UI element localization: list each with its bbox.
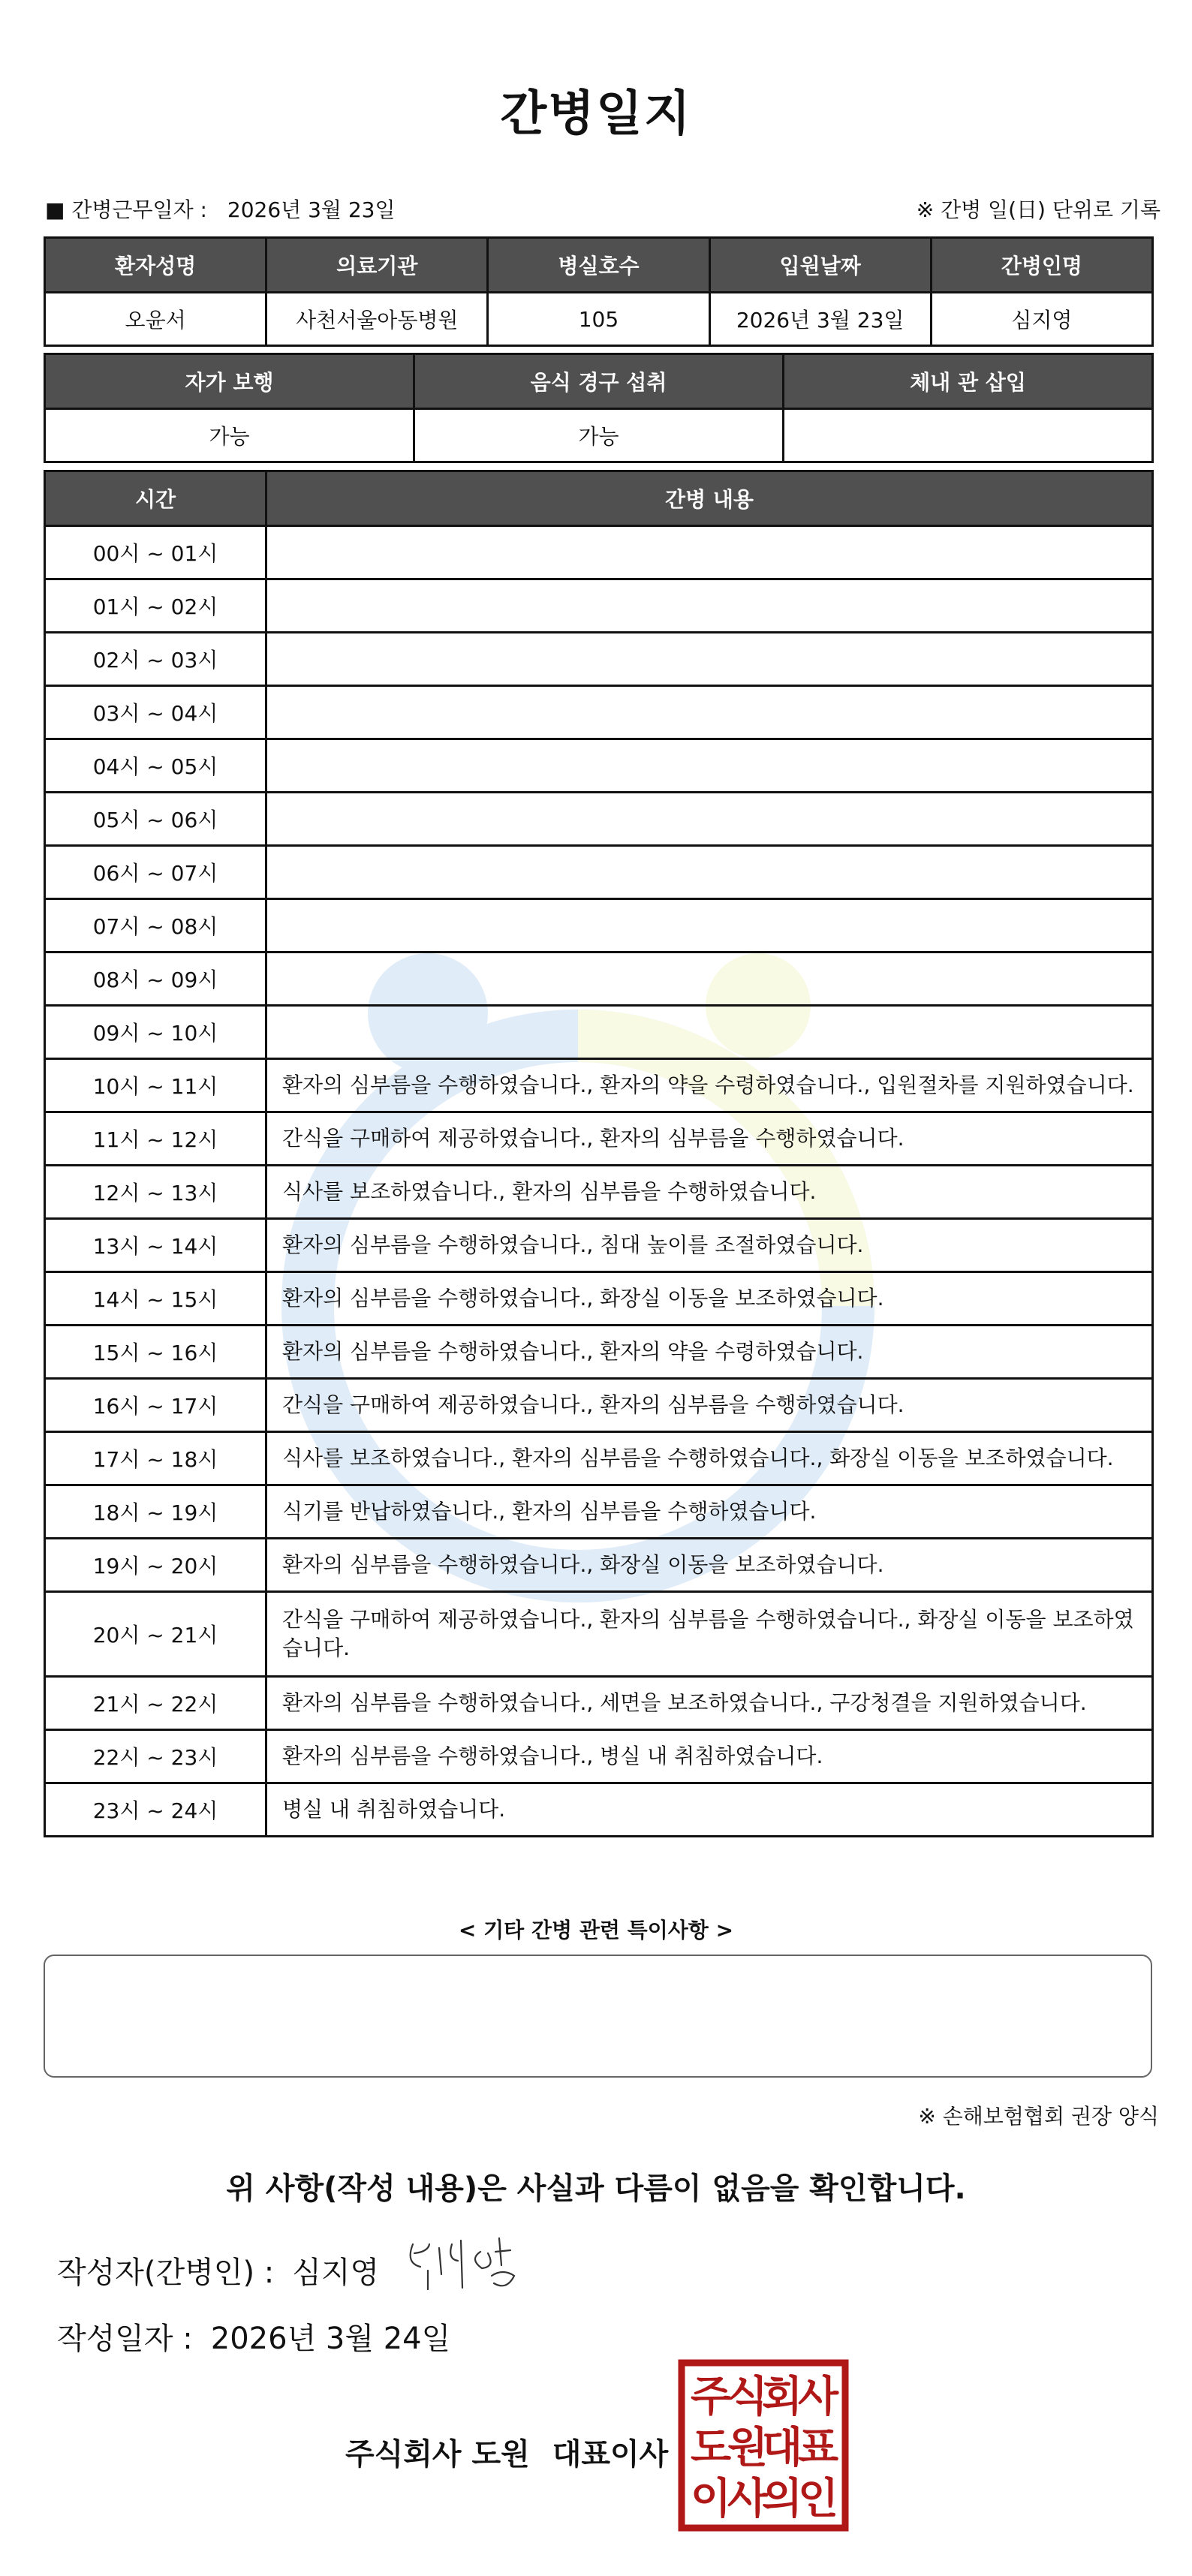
care-log-table — [44, 470, 1154, 1837]
care-log-row — [45, 1432, 1153, 1485]
patient-status-value-row — [45, 409, 1153, 462]
care-log-content — [266, 1006, 1153, 1059]
care-log-body — [45, 526, 1153, 1837]
author-name: 심지영 — [292, 2256, 380, 2290]
care-log-time: 00시 ~ 01시 — [45, 526, 266, 579]
admission-date: 2026년 3월 23일 — [709, 293, 931, 346]
svg-text:사: 사 — [797, 2373, 839, 2421]
author-line — [57, 2249, 379, 2292]
care-log-row — [45, 1730, 1153, 1783]
care-log-time: 12시 ~ 13시 — [45, 1166, 266, 1219]
patient-status-table — [44, 353, 1154, 463]
svg-text:대: 대 — [761, 2424, 803, 2472]
care-log-content: 환자의 심부름을 수행하였습니다., 환자의 약을 수령하였습니다., 입원절차를 지원하였습니다. — [266, 1059, 1153, 1112]
care-log-content — [266, 633, 1153, 686]
header-caregiver-name: 간병인명 — [931, 238, 1152, 293]
patient-status-header-row — [45, 354, 1153, 409]
header-self-walking: 자가 보행 — [45, 354, 414, 409]
work-date-line — [45, 194, 396, 224]
care-log-row — [45, 793, 1153, 846]
care-log-time: 05시 ~ 06시 — [45, 793, 266, 846]
care-log-time: 08시 ~ 09시 — [45, 952, 266, 1006]
care-log-row — [45, 1166, 1153, 1219]
patient-info-value-row — [45, 293, 1153, 346]
header-care-content: 간병 내용 — [266, 471, 1153, 526]
recommendation-note: ※ 손해보험협회 권장 양식 — [918, 2104, 1159, 2129]
care-log-time: 21시 ~ 22시 — [45, 1677, 266, 1730]
written-date-value: 2026년 3월 24일 — [210, 2322, 451, 2356]
care-log-row — [45, 739, 1153, 793]
care-log-time: 10시 ~ 11시 — [45, 1059, 266, 1112]
care-log-time: 09시 ~ 10시 — [45, 1006, 266, 1059]
care-log-content: 환자의 심부름을 수행하였습니다., 화장실 이동을 보조하였습니다. — [266, 1539, 1153, 1592]
care-log-row — [45, 1592, 1153, 1677]
confirmation-statement: 위 사항(작성 내용)은 사실과 다름이 없음을 확인합니다. — [226, 2171, 966, 2206]
care-log-row — [45, 1219, 1153, 1272]
care-log-time: 18시 ~ 19시 — [45, 1485, 266, 1539]
patient-info-header-row — [45, 238, 1153, 293]
care-log-time: 02시 ~ 03시 — [45, 633, 266, 686]
care-log-time: 07시 ~ 08시 — [45, 899, 266, 952]
care-log-time: 03시 ~ 04시 — [45, 686, 266, 739]
svg-text:식: 식 — [727, 2373, 769, 2421]
care-log-time: 06시 ~ 07시 — [45, 846, 266, 899]
header-time: 시간 — [45, 471, 266, 526]
caregiver-name: 심지영 — [931, 293, 1152, 346]
svg-text:인: 인 — [797, 2475, 839, 2523]
svg-text:도: 도 — [690, 2424, 732, 2472]
care-log-content — [266, 793, 1153, 846]
svg-text:표: 표 — [797, 2424, 839, 2472]
care-log-content — [266, 952, 1153, 1006]
care-log-time: 16시 ~ 17시 — [45, 1379, 266, 1432]
svg-text:사: 사 — [727, 2475, 769, 2523]
company-seal — [677, 2358, 850, 2532]
care-log-time: 22시 ~ 23시 — [45, 1730, 266, 1783]
care-log-content: 병실 내 취침하였습니다. — [266, 1783, 1153, 1837]
care-log-content: 환자의 심부름을 수행하였습니다., 병실 내 취침하였습니다. — [266, 1730, 1153, 1783]
care-log-content: 간식을 구매하여 제공하였습니다., 환자의 심부름을 수행하였습니다. — [266, 1379, 1153, 1432]
care-log-content: 간식을 구매하여 제공하였습니다., 환자의 심부름을 수행하였습니다. — [266, 1112, 1153, 1166]
care-log-content: 식사를 보조하였습니다., 환자의 심부름을 수행하였습니다., 화장실 이동을 보조하였습니다. — [266, 1432, 1153, 1485]
care-log-row — [45, 1326, 1153, 1379]
svg-text:주: 주 — [690, 2373, 732, 2421]
care-log-content — [266, 899, 1153, 952]
care-log-row — [45, 1006, 1153, 1059]
care-log-row — [45, 846, 1153, 899]
other-notes-box — [44, 1955, 1152, 2078]
care-log-time: 17시 ~ 18시 — [45, 1432, 266, 1485]
care-log-row — [45, 952, 1153, 1006]
document-title: 간병일지 — [500, 86, 692, 142]
svg-text:의: 의 — [761, 2475, 803, 2523]
care-log-row — [45, 1059, 1153, 1112]
care-log-time: 20시 ~ 21시 — [45, 1592, 266, 1677]
care-log-content — [266, 846, 1153, 899]
care-log-content: 식사를 보조하였습니다., 환자의 심부름을 수행하였습니다. — [266, 1166, 1153, 1219]
care-log-time: 11시 ~ 12시 — [45, 1112, 266, 1166]
care-log-content — [266, 686, 1153, 739]
written-date-line — [57, 2315, 450, 2358]
svg-text:이: 이 — [690, 2475, 732, 2523]
header-room-number: 병실호수 — [488, 238, 709, 293]
daily-record-note: ※ 간병 일(日) 단위로 기록 — [916, 197, 1160, 222]
care-log-content: 환자의 심부름을 수행하였습니다., 침대 높이를 조절하였습니다. — [266, 1219, 1153, 1272]
other-notes-title: < 기타 간병 관련 특이사항 > — [458, 1918, 734, 1943]
care-log-time: 01시 ~ 02시 — [45, 579, 266, 633]
company-representative: 대표이사 — [552, 2437, 669, 2472]
care-log-row — [45, 1783, 1153, 1837]
work-date-value: 2026년 3월 23일 — [227, 197, 396, 222]
care-log-time: 15시 ~ 16시 — [45, 1326, 266, 1379]
care-log-row — [45, 579, 1153, 633]
author-label: 작성자(간병인) : — [57, 2256, 275, 2290]
care-log-content — [266, 739, 1153, 793]
care-log-time: 19시 ~ 20시 — [45, 1539, 266, 1592]
company-name: 주식회사 도원 — [345, 2437, 530, 2472]
care-log-content: 환자의 심부름을 수행하였습니다., 화장실 이동을 보조하였습니다. — [266, 1272, 1153, 1326]
care-log-row — [45, 526, 1153, 579]
care-log-row — [45, 1539, 1153, 1592]
company-line — [345, 2430, 668, 2473]
care-log-row — [45, 1677, 1153, 1730]
header-patient-name: 환자성명 — [45, 238, 266, 293]
care-log-row — [45, 1485, 1153, 1539]
hospital-name: 사천서울아동병원 — [266, 293, 488, 346]
handwritten-signature — [398, 2229, 533, 2297]
care-log-time: 14시 ~ 15시 — [45, 1272, 266, 1326]
header-oral-intake: 음식 경구 섭취 — [414, 354, 784, 409]
care-log-time: 23시 ~ 24시 — [45, 1783, 266, 1837]
care-log-content: 간식을 구매하여 제공하였습니다., 환자의 심부름을 수행하였습니다., 화장실 이동을 보조하였습니다. — [266, 1592, 1153, 1677]
care-log-row — [45, 899, 1153, 952]
svg-text:회: 회 — [761, 2373, 803, 2421]
care-log-content: 환자의 심부름을 수행하였습니다., 세면을 보조하였습니다., 구강청결을 지원하였습니다. — [266, 1677, 1153, 1730]
care-log-row — [45, 686, 1153, 739]
written-date-label: 작성일자 : — [57, 2322, 193, 2356]
oral-intake-value: 가능 — [414, 409, 784, 462]
svg-text:원: 원 — [727, 2424, 769, 2472]
room-number: 105 — [488, 293, 709, 346]
header-hospital: 의료기관 — [266, 238, 488, 293]
patient-info-table — [44, 236, 1154, 347]
patient-name: 오윤서 — [45, 293, 266, 346]
care-log-row — [45, 1272, 1153, 1326]
care-log-content — [266, 526, 1153, 579]
care-log-row — [45, 633, 1153, 686]
care-log-time: 13시 ~ 14시 — [45, 1219, 266, 1272]
tube-insertion-value — [784, 409, 1153, 462]
care-log-row — [45, 1379, 1153, 1432]
care-log-row — [45, 1112, 1153, 1166]
care-log-content — [266, 579, 1153, 633]
header-admission-date: 입원날짜 — [709, 238, 931, 293]
header-tube-insertion: 체내 관 삽입 — [784, 354, 1153, 409]
care-log-time: 04시 ~ 05시 — [45, 739, 266, 793]
work-date-label: ■ 간병근무일자 : — [45, 197, 207, 222]
care-log-header-row — [45, 471, 1153, 526]
care-log-content: 환자의 심부름을 수행하였습니다., 환자의 약을 수령하였습니다. — [266, 1326, 1153, 1379]
self-walking-value: 가능 — [45, 409, 414, 462]
care-log-content: 식기를 반납하였습니다., 환자의 심부름을 수행하였습니다. — [266, 1485, 1153, 1539]
